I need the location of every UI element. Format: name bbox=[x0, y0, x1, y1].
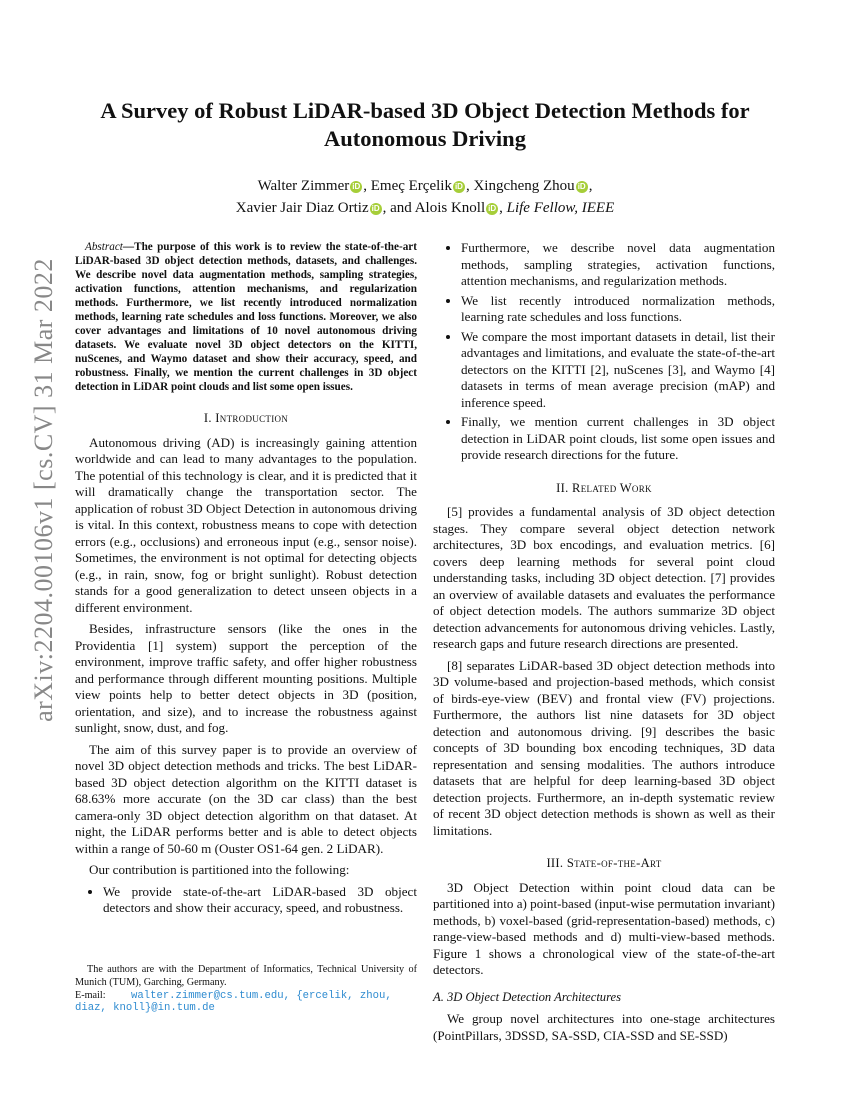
list-item: • Finally, we mention current challenges in 3D object detection in LiDAR point clouds, list some open issues and provide research directions for the future. bbox=[461, 414, 775, 464]
left-column bbox=[75, 240, 417, 921]
paragraph: Our contribution is partitioned into the following: bbox=[89, 862, 350, 877]
orcid-icon[interactable]: iD bbox=[577, 182, 586, 191]
contribution-list bbox=[75, 884, 417, 917]
section-number: I. bbox=[203, 411, 212, 425]
section-heading-state-of-the-art bbox=[433, 855, 775, 872]
list-item: • We list recently introduced normalization methods, learning rate schedules and loss functions. bbox=[461, 293, 775, 326]
contribution-list-continued bbox=[433, 240, 775, 464]
footnote bbox=[75, 964, 417, 1015]
section-title: State-of-the-Art bbox=[566, 856, 662, 870]
abstract bbox=[75, 240, 417, 394]
orcid-icon[interactable]: iD bbox=[352, 182, 361, 191]
author-name: Walter Zimmer bbox=[257, 178, 350, 194]
abstract-text: —The purpose of this work is to review the state-of-the-art LiDAR-based 3D object detection methods, datasets, and challenges. We describe novel data augmentation methods, sampling strategies, activation functions, attention mechanisms, and regularization methods. Furthermore, we list recently introduced normalization methods, learning rate schedules and loss functions. Moreover, we also cover advantages and limitations of 10 novel autonomous driving datasets. We evaluate novel 3D object detectors on the KITTI, nuScenes, and Waymo dataset and show their accuracy, speed, and robustness. Finally, we mention the current challenges in 3D object detection in LiDAR point clouds and list some open issues. bbox=[75, 241, 417, 393]
paragraph: Autonomous driving (AD) is increasingly gaining attention worldwide and can lead to many advantages to the population. The potential of this technology is clear, and it is predicted that it will dramatically change the transportation sector. The application of robust 3D Object Detection in autonomous driving is vital. In this context, robustness means to cope with detection errors (e.g., occlusions) and erroneous input (e.g., sensor noise). Sometimes, the environment is not optimal for detecting objects (e.g., in rain, snow, fog or bright sunlight). Robust detection stands for a good generalization to detect unseen objects in a different environment. bbox=[75, 434, 417, 615]
subsection-heading: A. 3D Object Detection Architectures bbox=[433, 989, 622, 1004]
arxiv-identifier: arXiv:2204.00106v1 [cs.CV] 31 Mar 2022 bbox=[29, 258, 58, 722]
arxiv-side-label bbox=[20, 258, 68, 722]
author-name: Emeç Erçelik bbox=[370, 178, 452, 194]
paragraph: [8] separates LiDAR-based 3D object detection methods into 3D volume-based and projection-based methods, which consist of birds-eye-view (BEV) and frontal view (FV) projections. Furthermore, the authors list nine datasets for 3D object detection and autonomous driving. [9] describes the basic concepts of 3D bounding box encoding techniques, 3D data representation and sensing modalities. The authors introduce datasets that are helpful for deep learning-based 3D object detection projects. Furthermore, an in-depth systematic review of recent 3D object detection methods is shown as well as their limitations. bbox=[433, 657, 775, 838]
list-item: • We provide state-of-the-art LiDAR-based 3D object detectors and show their accuracy, speed, and robustness. bbox=[103, 884, 417, 917]
email-line bbox=[75, 990, 417, 1016]
author-affiliation: Life Fellow, IEEE bbox=[506, 200, 615, 216]
list-item: • Furthermore, we describe novel data augmentation methods, sampling strategies, activation functions, attention mechanisms, and regularization methods. bbox=[461, 240, 775, 290]
paper-title: A Survey of Robust LiDAR-based 3D Object Detection Methods for Autonomous Driving bbox=[100, 98, 750, 151]
affiliation-note: The authors are with the Department of Informatics, Technical University of Munich (TUM), Garching, Germany. bbox=[75, 964, 417, 988]
paragraph: [5] provides a fundamental analysis of 3D object detection stages. They compare several object detection network architectures, 3D box encodings, and evaluation metrics. [6] covers deep learning methods for several point cloud understanding tasks, including 3D object detection. [7] provides an overview of available datasets and evaluates the performance of object detection models. The authors summarize 3D object detection advancements for autonomous driving vehicles. Lastly, research gaps and future research directions are presented. bbox=[433, 504, 775, 651]
author-list: Walter Zimmer iD , Emeç Erçelik iD , Xingcheng Zhou iD , Xavier Jair Diaz Ortiz iD , and Alois Knoll iD , Life Fellow, IEEE bbox=[235, 178, 615, 216]
section-title: Introduction bbox=[215, 411, 289, 425]
orcid-icon[interactable]: iD bbox=[454, 182, 463, 191]
orcid-icon[interactable]: iD bbox=[371, 204, 380, 213]
paragraph: Besides, infrastructure sensors (like the ones in the Providentia [1] system) support the perception of the environment, improve traffic safety, and offer higher robustness and performance through different mounting positions. Multiple view points help to better detect objects in 3D (position, orientation, and size), and to increase the robustness against sunlight, snow, dust, and fog. bbox=[75, 621, 417, 735]
email-label: E-mail: bbox=[75, 989, 106, 1001]
paragraph: 3D Object Detection within point cloud data can be partitioned into a) point-based (input-wise permutation invariant) methods, b) voxel-based (grid-representation-based) methods, c) range-view-based methods and d) multi-view-based methods. Figure 1 shows a chronological view of the state-of-the-art detectors. bbox=[433, 879, 775, 977]
section-heading-related-work bbox=[433, 480, 775, 497]
paragraph: The aim of this survey paper is to provide an overview of novel 3D object detection methods and tricks. The best LiDAR-based 3D object detection algorithm on the KITTI dataset is 68.63% more accurate (on the 3D car class) than the best camera-only 3D object detection algorithm on that dataset. At night, the LiDAR performs better and is able to detect objects within a range of 50-60 m (Ouster OS1-64 gen. 2 LiDAR). bbox=[75, 741, 417, 856]
abstract-label: Abstract bbox=[85, 241, 123, 253]
right-column bbox=[433, 240, 775, 1049]
list-item: • We compare the most important datasets in detail, list their advantages and limitations, and evaluate the state-of-the-art detectors on the KITTI [2], nuScenes [3], and Waymo [4] datasets in terms of mean average precision (mAP) and inference speed. bbox=[461, 329, 775, 412]
author-name: Xavier Jair Diaz Ortiz bbox=[235, 200, 369, 216]
email-link[interactable]: walter.zimmer@cs.tum.edu, {ercelik, zhou, diaz, knoll}@in.tum.de bbox=[75, 989, 392, 1015]
section-number: II. bbox=[556, 480, 569, 495]
orcid-icon[interactable]: iD bbox=[488, 204, 497, 213]
section-heading-introduction bbox=[75, 410, 417, 427]
paragraph: We group novel architectures into one-stage architectures (PointPillars, 3DSSD, SA-SSD, CIA-SSD and SE-SSD) bbox=[433, 1011, 775, 1043]
author-name: and Alois Knoll bbox=[390, 200, 486, 216]
section-number: III. bbox=[546, 856, 564, 870]
section-title: Related Work bbox=[572, 480, 652, 495]
author-name: Xingcheng Zhou bbox=[473, 178, 575, 194]
